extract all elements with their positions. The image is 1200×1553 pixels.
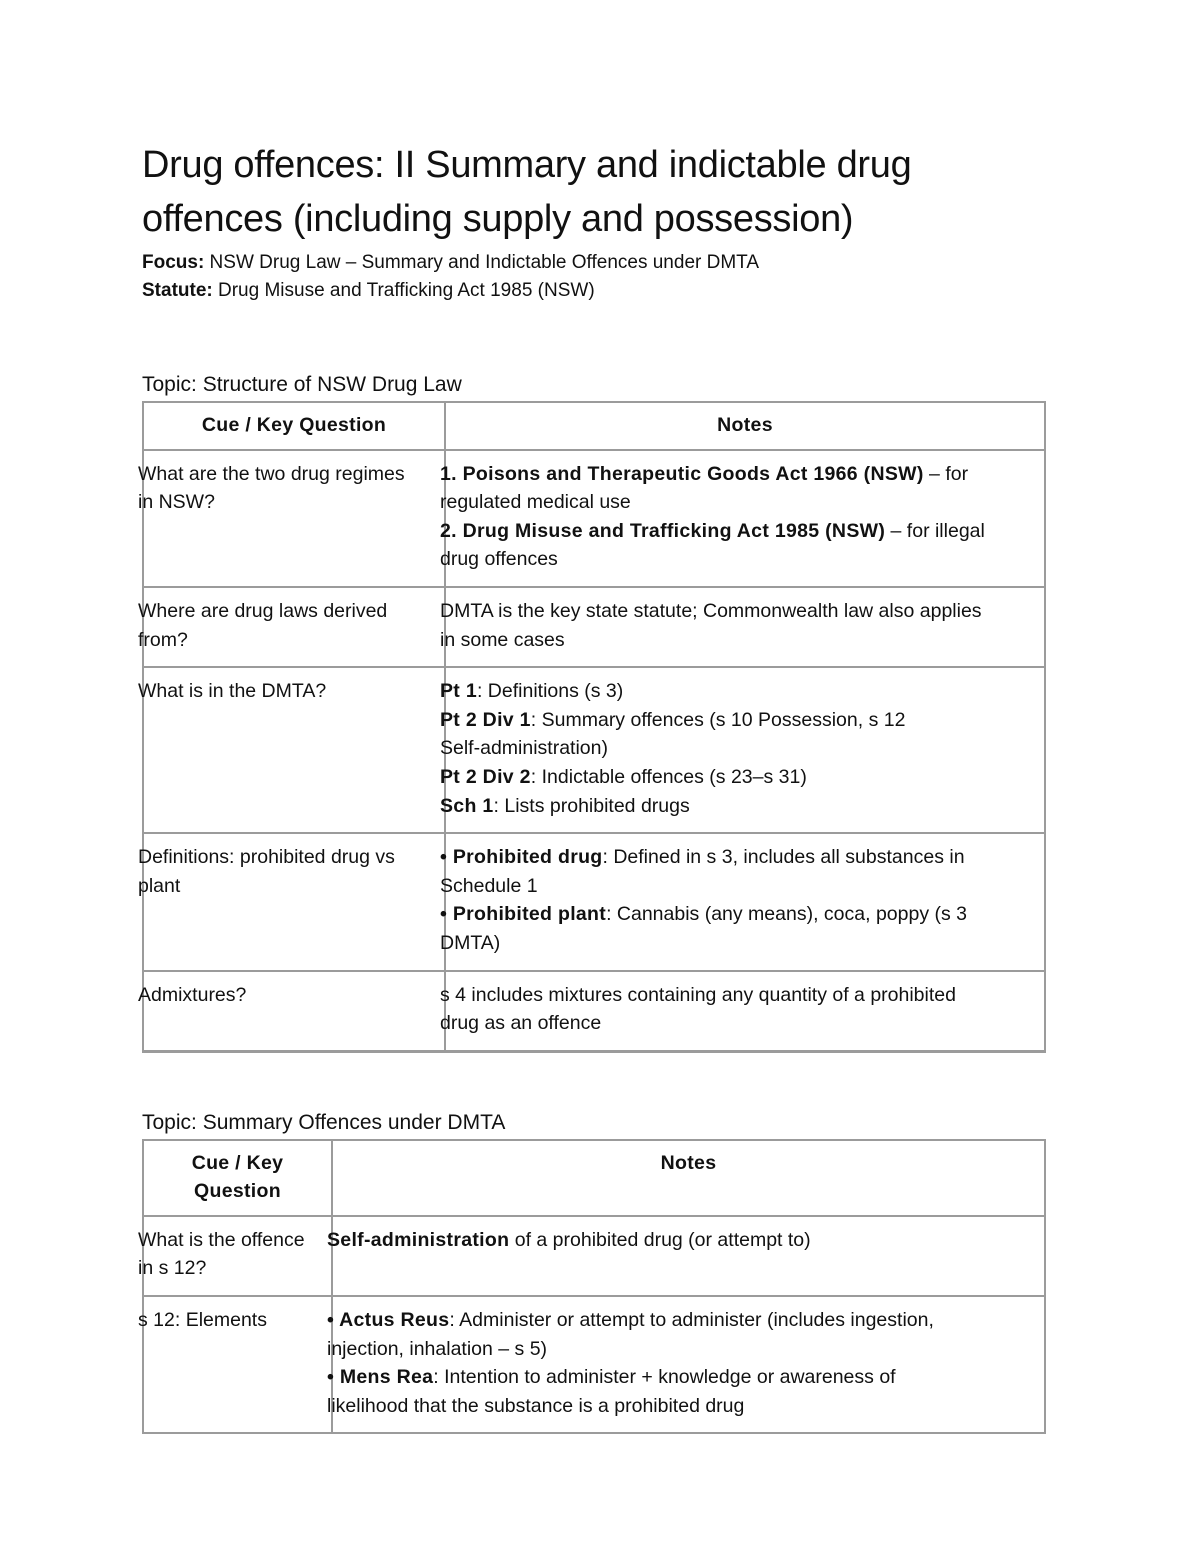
note-text: Schedule 1 (440, 874, 538, 897)
table-row (143, 587, 1045, 667)
cue-cell (138, 971, 445, 1052)
cue-line: Where are drug laws derived (138, 599, 388, 622)
note-bold-term: • Prohibited drug (440, 846, 603, 869)
notes-cell (440, 450, 1045, 587)
note-line (327, 1363, 1040, 1392)
note-line (440, 792, 1040, 821)
table-row (143, 1296, 1045, 1433)
note-bold-term: 1. Poisons and Therapeutic Goods Act 1966 (NSW) (440, 462, 924, 485)
note-bold-term: Sch 1 (440, 794, 494, 817)
cue-line: What is the offence (138, 1228, 305, 1251)
notes-cell (327, 1296, 1045, 1433)
cue-cell (138, 1216, 332, 1296)
table-row (143, 1216, 1045, 1296)
note-line (327, 1306, 1040, 1335)
note-line (440, 872, 1040, 901)
note-text: : Defined in s 3, includes all substances in (602, 846, 965, 869)
note-line (440, 763, 1040, 792)
topic2-heading: Topic: Summary Offences under DMTA (142, 1110, 506, 1134)
notes-cell (440, 667, 1045, 833)
note-text: s 4 includes mixtures containing any quantity of a prohibited (440, 983, 956, 1006)
note-line (440, 981, 1040, 1010)
note-text: : Intention to administer + knowledge or awareness of (433, 1366, 896, 1389)
cue-line: in NSW? (138, 491, 215, 514)
table2-body (138, 1216, 1045, 1434)
note-line (440, 734, 1040, 763)
note-text: : Indictable offences (s 23–s 31) (530, 765, 807, 788)
note-text: : Definitions (s 3) (476, 680, 624, 703)
cue-line: in s 12? (138, 1257, 207, 1280)
note-text: – for illegal (885, 519, 985, 542)
summary-offences-table (138, 1139, 1046, 1435)
note-line (440, 517, 1040, 546)
note-text: injection, inhalation – s 5) (327, 1337, 548, 1360)
note-bold-term: Pt 2 Div 1 (440, 708, 531, 731)
statute-label: Statute: (142, 280, 213, 301)
table-row (143, 450, 1045, 587)
header-notes: Notes (445, 402, 1045, 450)
cue-line: from? (138, 628, 188, 651)
statute-line (142, 277, 1044, 305)
cue-cell (138, 833, 445, 970)
note-line (440, 929, 1040, 958)
cue-line: s 12: Elements (138, 1309, 267, 1332)
note-bold-term: • Mens Rea (327, 1366, 434, 1389)
note-line (327, 1226, 1040, 1255)
note-line (440, 677, 1040, 706)
note-text: : Lists prohibited drugs (493, 794, 690, 817)
note-line (327, 1335, 1040, 1364)
note-bold-term: 2. Drug Misuse and Trafficking Act 1985 (NSW) (440, 519, 886, 542)
cue-line: Definitions: prohibited drug vs (138, 846, 395, 869)
note-text: drug as an offence (440, 1012, 602, 1035)
statute-text: Drug Misuse and Trafficking Act 1985 (NSW) (212, 280, 595, 301)
header-cue: Cue / Key Question (143, 402, 445, 450)
note-text: Self-administration) (440, 737, 608, 760)
note-line (440, 545, 1040, 574)
table-header-row (143, 1140, 1045, 1216)
page-title: Drug offences: II Summary and indictable drug offences (including supply and possession) (142, 144, 912, 240)
note-line (327, 1392, 1040, 1421)
table-row (143, 971, 1045, 1052)
table-header-row (143, 402, 1045, 450)
notes-cell (327, 1216, 1045, 1296)
note-text: DMTA) (440, 931, 501, 954)
note-text: drug offences (440, 548, 558, 571)
cue-cell (138, 450, 445, 587)
notes-cell (440, 587, 1045, 667)
header-notes: Notes (332, 1140, 1045, 1216)
focus-text: NSW Drug Law – Summary and Indictable Offences under DMTA (204, 252, 760, 273)
table-row (143, 667, 1045, 833)
notes-cell (440, 833, 1045, 970)
cue-line: What is in the DMTA? (138, 680, 327, 703)
note-line (440, 706, 1040, 735)
document-content (138, 138, 1044, 1434)
structure-table (138, 401, 1046, 1053)
notes-cell (440, 971, 1045, 1052)
note-text: in some cases (440, 628, 565, 651)
note-text: : Administer or attempt to administer (includes ingestion, (449, 1309, 934, 1332)
note-text: DMTA is the key state statute; Commonwealth law also applies (440, 599, 982, 622)
note-line (440, 460, 1040, 489)
note-line (440, 843, 1040, 872)
cue-line: plant (138, 874, 181, 897)
note-text: likelihood that the substance is a prohibited drug (327, 1394, 745, 1417)
cue-line: Admixtures? (138, 983, 247, 1006)
cue-cell (138, 1296, 332, 1433)
note-text: : Cannabis (any means), coca, poppy (s 3 (606, 903, 967, 926)
note-line (440, 900, 1040, 929)
note-text: of a prohibited drug (or attempt to) (509, 1228, 811, 1251)
note-line (440, 597, 1040, 626)
note-bold-term: • Prohibited plant (440, 903, 607, 926)
header-cue: Cue / Key Question (143, 1140, 332, 1216)
note-bold-term: Pt 1 (440, 680, 477, 703)
note-line (440, 488, 1040, 517)
focus-line (142, 249, 1044, 277)
cue-line: What are the two drug regimes (138, 462, 405, 485)
table-row (143, 833, 1045, 970)
cue-cell (138, 587, 445, 667)
table1-body (138, 450, 1045, 1052)
note-text: regulated medical use (440, 491, 631, 514)
note-text: : Summary offences (s 10 Possession, s 12 (530, 708, 906, 731)
note-line (440, 1009, 1040, 1038)
note-text: – for (923, 462, 969, 485)
note-bold-term: • Actus Reus (327, 1309, 450, 1332)
cue-cell (138, 667, 445, 833)
focus-label: Focus: (142, 252, 205, 273)
topic1-heading: Topic: Structure of NSW Drug Law (142, 373, 462, 396)
note-bold-term: Pt 2 Div 2 (440, 765, 531, 788)
note-line (440, 626, 1040, 655)
note-bold-term: Self-administration (327, 1228, 510, 1251)
